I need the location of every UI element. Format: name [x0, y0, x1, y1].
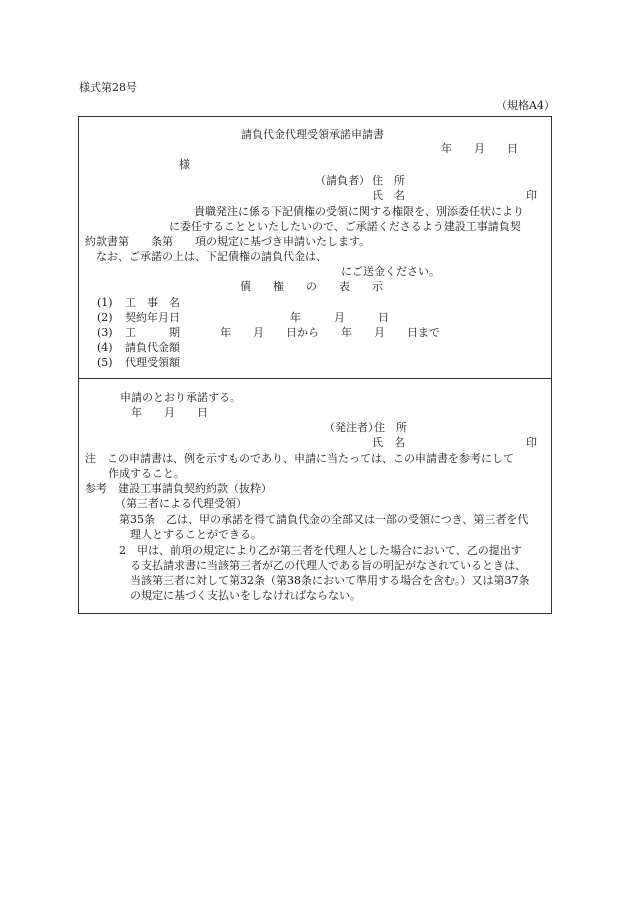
paragraph-2-line-4: の規定に基づく支払いをしなければならない。 — [130, 589, 361, 602]
contract-date-value: 年 月 日 — [290, 311, 389, 324]
contractor-label: （請負者） — [315, 174, 370, 187]
item-num: (3) — [97, 326, 113, 339]
approval-date: 年 月 日 — [131, 406, 208, 419]
item-label: 請負代金額 — [125, 341, 180, 354]
body-line-4: なお、ご承諾の上は、下記債権の請負代金は、 — [96, 250, 327, 263]
client-seal: 印 — [526, 436, 537, 449]
item-label: 代理受領額 — [125, 356, 180, 369]
item-num: (4) — [97, 341, 113, 354]
approval-text: 申請のとおり承諾する。 — [120, 391, 241, 404]
application-date: 年 月 日 — [441, 142, 518, 155]
article-35-line-1: 第35条 乙は、甲の承諾を得て請負代金の全部又は一部の受領につき、第三者を代 — [119, 513, 529, 526]
item-label: 契約年月日 — [125, 311, 180, 324]
body-line-1: 貴職発注に係る下記債権の受領に関する権限を、別添委任状により — [194, 205, 524, 218]
body-line-2: に委任することといたしたいので、ご承諾くださるよう建設工事請負契 — [169, 220, 521, 233]
body-line-5: にご送金ください。 — [341, 265, 440, 278]
note-line-2: 作成すること。 — [108, 467, 185, 480]
contractor-seal: 印 — [526, 189, 537, 202]
document-title: 請負代金代理受領承諾申請書 — [241, 128, 384, 141]
construction-period-value: 年 月 日から 年 月 日まで — [220, 326, 440, 339]
client-address-label: 住 所 — [374, 421, 407, 434]
reference-subheading: （第三者による代理受領） — [115, 497, 247, 510]
paragraph-2-line-3: 当該第三者に対して第32条（第38条において準用する場合を含む。）又は第37条 — [130, 574, 530, 587]
item-num: (1) — [97, 296, 113, 309]
client-name-label: 氏 名 — [372, 436, 405, 449]
reference-heading: 参考 建設工事請負契約約款（抜粋） — [85, 482, 272, 495]
item-num: (5) — [97, 356, 113, 369]
item-num: (2) — [97, 311, 113, 324]
paragraph-2-line-1: 2 甲は、前項の規定により乙が第三者を代理人とした場合において、乙の提出す — [119, 544, 522, 557]
addressee-honorific: 様 — [179, 158, 190, 171]
section-divider — [78, 378, 552, 379]
paragraph-2-line-2: る支払請求書に当該第三者が乙の代理人である旨の明記がなされているときは、 — [130, 559, 526, 572]
contractor-name-label: 氏 名 — [372, 189, 405, 202]
claim-heading: 債 権 の 表 示 — [240, 280, 383, 293]
item-label: 工 事 名 — [125, 296, 180, 309]
form-number: 様式第28号 — [79, 81, 137, 94]
article-35-line-2: 理人とすることができる。 — [130, 528, 262, 541]
client-label: （発注者） — [324, 421, 379, 434]
note-line-1: 注 この申請書は、例を示すものであり、申請に当たっては、この申請書を参考にして — [85, 452, 514, 465]
item-label: 工 期 — [125, 326, 180, 339]
body-line-3: 約款書第 条第 項の規定に基づき申請いたします。 — [85, 235, 371, 248]
spec-label: （規格A4） — [496, 99, 555, 112]
contractor-address-label: 住 所 — [372, 174, 405, 187]
